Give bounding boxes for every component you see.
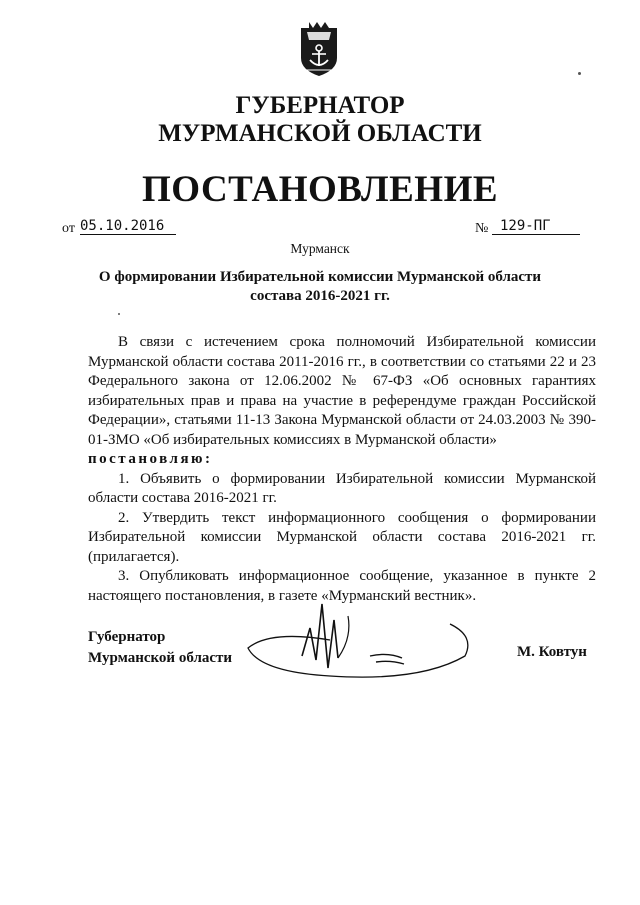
resolve-word: постановляю: — [88, 451, 213, 467]
date-label: от — [62, 221, 75, 236]
number-label: № — [475, 221, 489, 236]
preamble-paragraph: В связи с истечением срока полномочий Избирательной комиссии Мурманской области состава 2011-2016 гг., в соответствии со статьями 22 и 23 Федерального закона от 12.06.2002 № 67-ФЗ «Об основных гарантиях избирательных прав и права на участие в референдуме граждан Российской Федерации», статьями 11-13 Закона Мурманской области от 24.03.2003 № 390-01-ЗМО «Об избирательных комиссиях в Мурманской области» — [88, 334, 596, 448]
document-body — [88, 333, 596, 606]
signatory-title-line-2: Мурманской области — [88, 650, 233, 666]
signatory-name: М. Ковтун — [517, 644, 587, 660]
item-1: 1. Объявить о формировании Избирательной комиссии Мурманской области состава 2016-2021 гг. — [88, 470, 596, 506]
scan-speck — [118, 313, 120, 315]
authority-line-2: МУРМАНСКОЙ ОБЛАСТИ — [158, 120, 482, 147]
signatory-title — [88, 627, 232, 669]
authority-line-1: ГУБЕРНАТОР — [235, 92, 405, 119]
city: Мурманск — [290, 241, 350, 256]
item-3: 3. Опубликовать информационное сообщение, указанное в пункте 2 настоящего постановления, в газете «Мурманский вестник». — [88, 568, 596, 604]
document-number: 129-ПГ — [492, 218, 580, 235]
subject-line-1: О формировании Избирательной комиссии Мурманской области — [98, 269, 542, 285]
subject-line-2: состава 2016-2021 гг. — [250, 288, 390, 304]
handwritten-signature — [240, 598, 480, 698]
scan-speck — [578, 72, 581, 75]
signatory-title-line-1: Губернатор — [88, 629, 166, 645]
document-date: 05.10.2016 — [80, 218, 176, 235]
item-2: 2. Утвердить текст информационного сообщения о формировании Избирательной комиссии Мурманской области состава 2016-2021 гг. (прилагается). — [88, 509, 596, 565]
document-type: ПОСТАНОВЛЕНИЕ — [141, 169, 499, 210]
murmansk-coat-of-arms-icon — [295, 18, 343, 78]
